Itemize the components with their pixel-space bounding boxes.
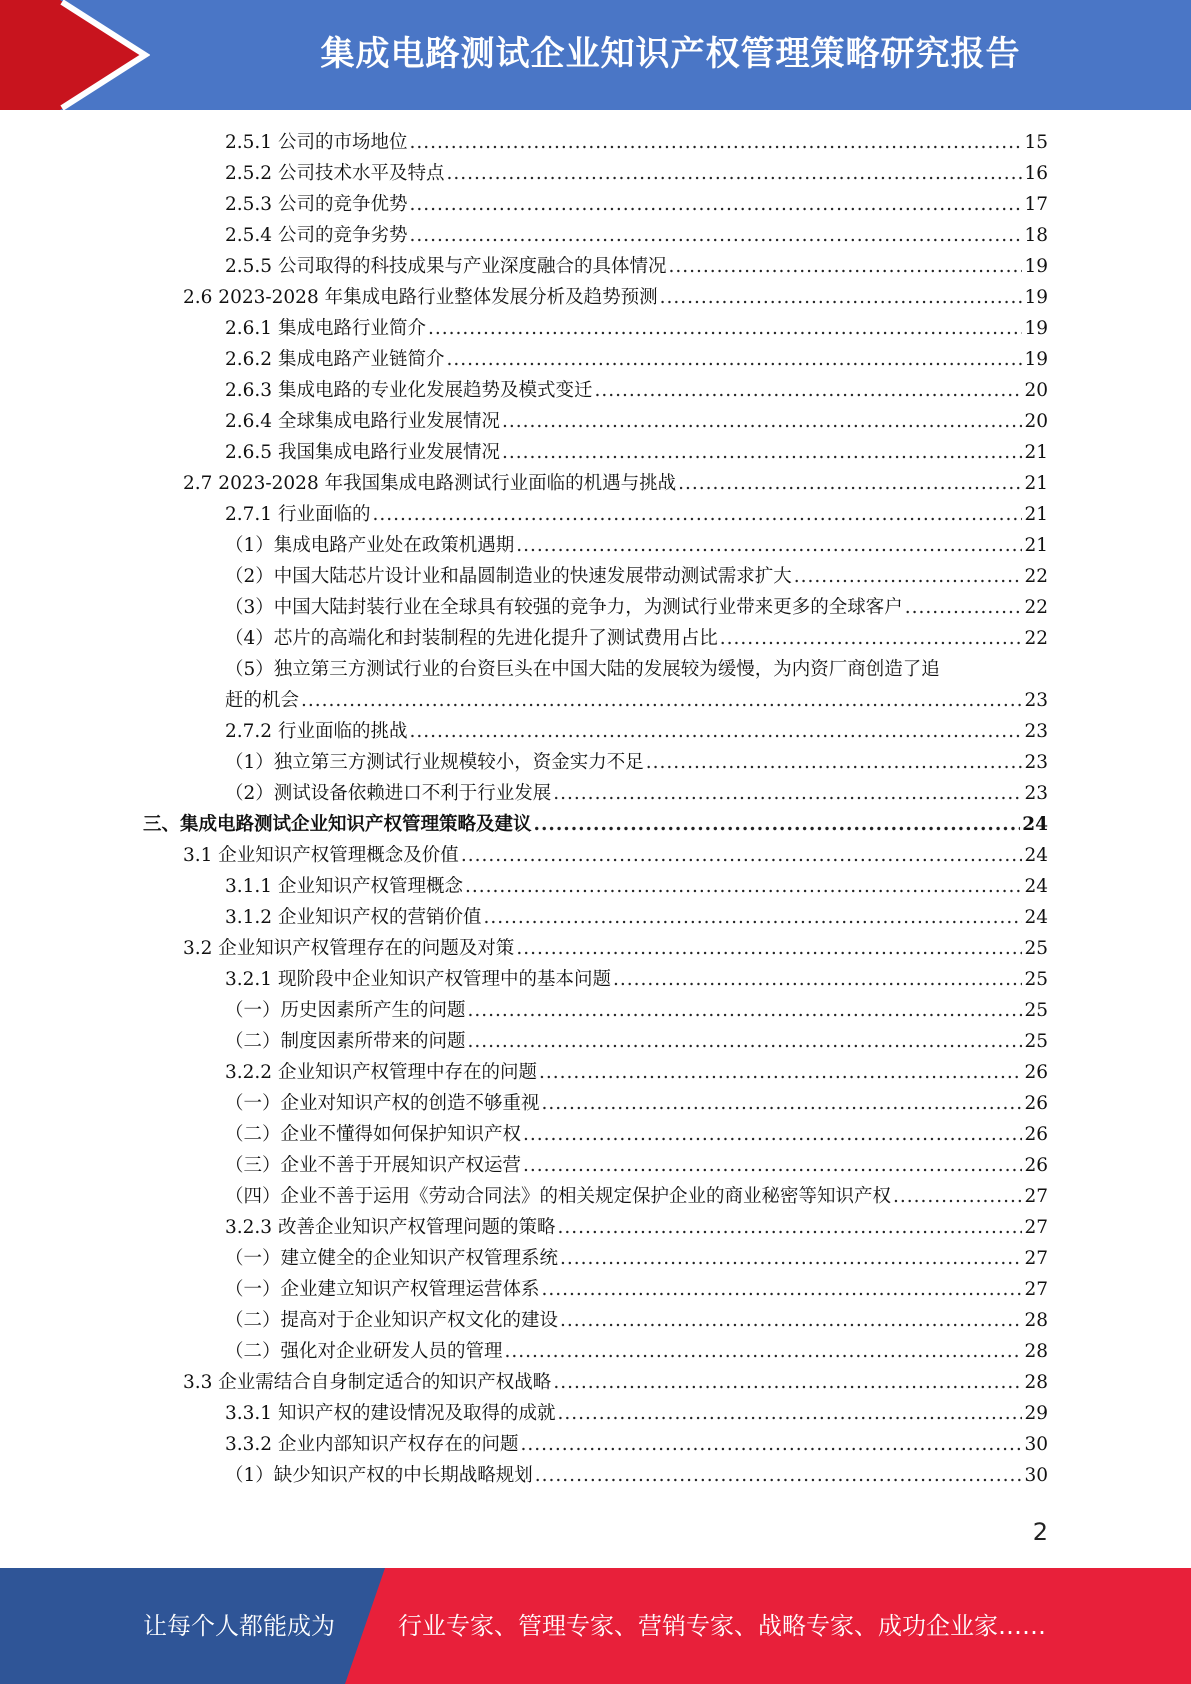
- footer-slogan-right: 行业专家、管理专家、营销专家、战略专家、成功企业家……: [398, 1612, 1046, 1640]
- toc-entry[interactable]: 2.7.2 行业面临的挑战 ..... 23: [225, 716, 1048, 747]
- toc-entry[interactable]: （一）历史因素所产生的问题 ..... 25: [225, 995, 1048, 1026]
- toc-entry[interactable]: 3.2.2 企业知识产权管理中存在的问题 ..... 26: [225, 1057, 1048, 1088]
- toc-entry[interactable]: 2.6.2 集成电路产业链简介 ..... 19: [225, 344, 1048, 375]
- toc-entry[interactable]: （二）制度因素所带来的问题 ..... 25: [225, 1026, 1048, 1057]
- toc-entry[interactable]: （二）提高对于企业知识产权文化的建设 ..... 28: [225, 1305, 1048, 1336]
- toc-entry[interactable]: 2.6 2023-2028 年集成电路行业整体发展分析及趋势预测 ..... 19: [183, 282, 1048, 313]
- toc-entry[interactable]: 2.5.1 公司的市场地位 ..... 15: [225, 127, 1048, 158]
- toc-entry[interactable]: （4）芯片的高端化和封装制程的先进化提升了测试费用占比 ..... 22: [225, 623, 1048, 654]
- toc-entry[interactable]: （一）建立健全的企业知识产权管理系统 ..... 27: [225, 1243, 1048, 1274]
- document-title: 集成电路测试企业知识产权管理策略研究报告: [320, 34, 1021, 74]
- toc-entry[interactable]: （三）企业不善于开展知识产权运营 ..... 26: [225, 1150, 1048, 1181]
- toc-entry[interactable]: 2.6.5 我国集成电路行业发展情况 ..... 21: [225, 437, 1048, 468]
- toc-entry[interactable]: 2.6.4 全球集成电路行业发展情况 ..... 20: [225, 406, 1048, 437]
- toc-entry[interactable]: 3.3 企业需结合自身制定适合的知识产权战略 ..... 28: [183, 1367, 1048, 1398]
- toc-entry[interactable]: （1）独立第三方测试行业规模较小，资金实力不足 ..... 23: [225, 747, 1048, 778]
- toc-entry-wrapped-first-line[interactable]: （5）独立第三方测试行业的台资巨头在中国大陆的发展较为缓慢，为内资厂商创造了追: [225, 659, 940, 680]
- toc-entry[interactable]: 2.5.3 公司的竞争优势 ..... 17: [225, 189, 1048, 220]
- toc-entry[interactable]: （2）中国大陆芯片设计业和晶圆制造业的快速发展带动测试需求扩大 ..... 22: [225, 561, 1048, 592]
- toc-entry[interactable]: 2.5.4 公司的竞争劣势 ..... 18: [225, 220, 1048, 251]
- toc-entry[interactable]: 2.6.1 集成电路行业简介 ..... 19: [225, 313, 1048, 344]
- toc-entry[interactable]: 2.5.2 公司技术水平及特点 ..... 16: [225, 158, 1048, 189]
- toc-entry[interactable]: 3.3.1 知识产权的建设情况及取得的成就 ..... 29: [225, 1398, 1048, 1429]
- toc-entry[interactable]: 2.5.5 公司取得的科技成果与产业深度融合的具体情况 ..... 19: [225, 251, 1048, 282]
- header-banner: [0, 0, 1191, 110]
- toc-entry[interactable]: 3.3.2 企业内部知识产权存在的问题 ..... 30: [225, 1429, 1048, 1460]
- toc-entry[interactable]: （四）企业不善于运用《劳动合同法》的相关规定保护企业的商业秘密等知识产权 ..... 27: [225, 1181, 1048, 1212]
- toc-entry[interactable]: （1）缺少知识产权的中长期战略规划 ..... 30: [225, 1460, 1048, 1491]
- toc-entry[interactable]: （2）测试设备依赖进口不利于行业发展 ..... 23: [225, 778, 1048, 809]
- toc-entry[interactable]: 3.1 企业知识产权管理概念及价值 ..... 24: [183, 840, 1048, 871]
- toc-entry[interactable]: （1）集成电路产业处在政策机遇期 ..... 21: [225, 530, 1048, 561]
- toc-chapter-entry[interactable]: 三、集成电路测试企业知识产权管理策略及建议 ..... 24: [143, 809, 1048, 840]
- toc-entry[interactable]: （二）强化对企业研发人员的管理 ..... 28: [225, 1336, 1048, 1367]
- toc-entry[interactable]: 2.6.3 集成电路的专业化发展趋势及模式变迁 ..... 20: [225, 375, 1048, 406]
- toc-entry[interactable]: 3.1.1 企业知识产权管理概念 ..... 24: [225, 871, 1048, 902]
- toc-entry[interactable]: 2.7.1 行业面临的 ..... 21: [225, 499, 1048, 530]
- toc-entry[interactable]: 2.7 2023-2028 年我国集成电路测试行业面临的机遇与挑战 ..... 21: [183, 468, 1048, 499]
- toc-entry[interactable]: 赶的机会 ..... 23: [225, 685, 1048, 716]
- toc-entry[interactable]: 3.2 企业知识产权管理存在的问题及对策 ..... 25: [183, 933, 1048, 964]
- toc-entry[interactable]: （一）企业建立知识产权管理运营体系 ..... 27: [225, 1274, 1048, 1305]
- toc-entry[interactable]: 3.2.3 改善企业知识产权管理问题的策略 ..... 27: [225, 1212, 1048, 1243]
- footer-slogan-left: 让每个人都能成为: [143, 1612, 335, 1640]
- toc-entry[interactable]: 3.1.2 企业知识产权的营销价值 ..... 24: [225, 902, 1048, 933]
- toc-entry[interactable]: （二）企业不懂得如何保护知识产权 ..... 26: [225, 1119, 1048, 1150]
- header-arrow-decoration: [0, 0, 150, 110]
- toc-entry[interactable]: 3.2.1 现阶段中企业知识产权管理中的基本问题 ..... 25: [225, 964, 1048, 995]
- footer-banner: [0, 1568, 1191, 1684]
- toc-entry[interactable]: （3）中国大陆封装行业在全球具有较强的竞争力，为测试行业带来更多的全球客户 ..... 22: [225, 592, 1048, 623]
- toc-entry[interactable]: （一）企业对知识产权的创造不够重视 ..... 26: [225, 1088, 1048, 1119]
- page-number: 2: [1032, 1518, 1048, 1546]
